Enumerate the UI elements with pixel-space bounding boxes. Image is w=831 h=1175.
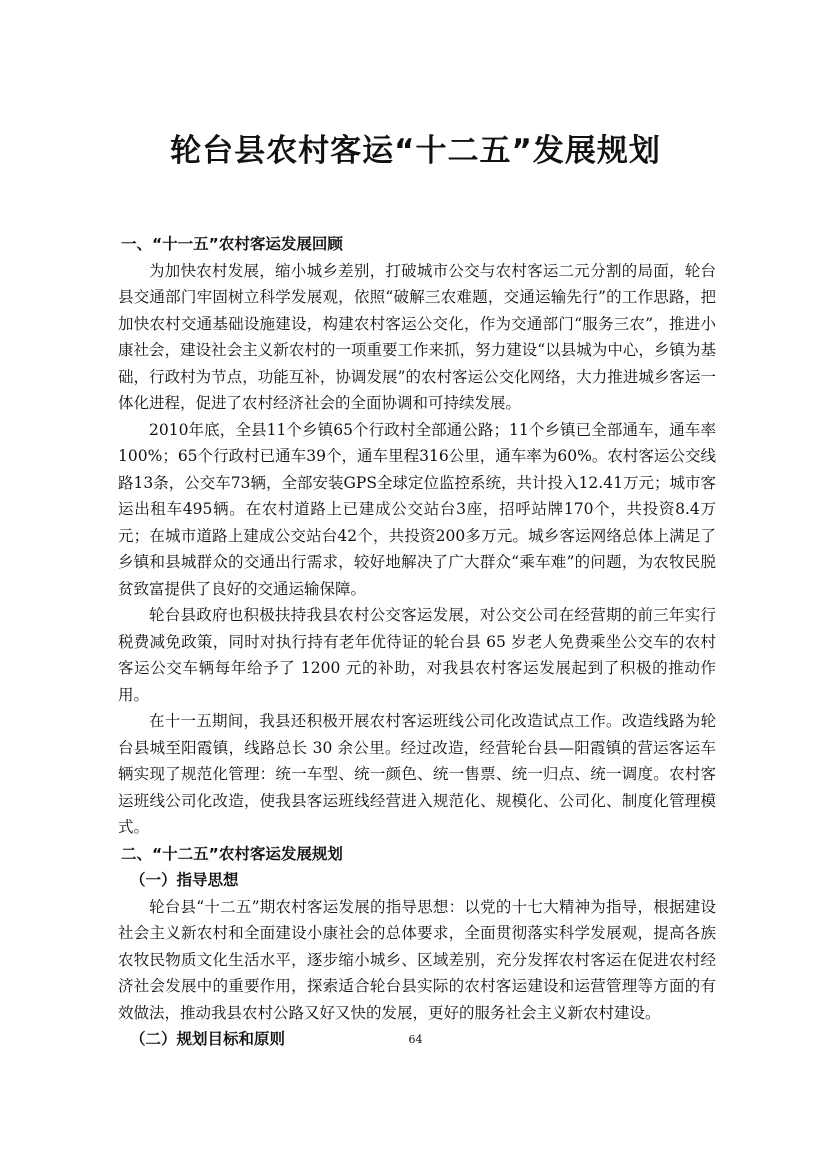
paragraph: 在十一五期间，我县还积极开展农村客运班线公司化改造试点工作。改造线路为轮台县城至阳霞镇，线路总长 30 余公里。经过改造，经营轮台县—阳霞镇的营运客运车辆实现了规范化管理：统一车型、统一颜色、统一售票、统一归点、统一调度。农村客运班线公司化改造，使我县客运班线经营进入规范化、规模化、公司化、制度化管理模式。 [118, 712, 716, 836]
subsection-heading-guiding-ideology: （一）指导思想 [130, 871, 239, 889]
paragraph: 为加快农村发展，缩小城乡差别，打破城市公交与农村客运二元分割的局面，轮台县交通部门牢固树立科学发展观，依照“破解三农难题，交通运输先行”的工作思路，把加快农村交通基础设施建设，构建农村客运公交化，作为交通部门“服务三农”，推进小康社会，建设社会主义新农村的一项重要工作来抓，努力建设“以县城为中心，乡镇为基础，行政村为节点，功能互补，协调发展”的农村客运公交化网络，大力推进城乡客运一体化进程，促进了农村经济社会的全面协调和可持续发展。 [118, 261, 716, 412]
subsection-heading-goals: （二）规划目标和原则 [130, 1030, 286, 1048]
paragraph: 轮台县政府也积极扶持我县农村公交客运发展，对公交公司在经营期的前三年实行税费减免政策，同时对执行持有老年优待证的轮台县 65 岁老人免费乘坐公交车的农村客运公交车辆每年给予了 1200 元的补助，对我县农村客运发展起到了积极的推动作用。 [118, 606, 716, 704]
section-heading-review: 一、“十一五”农村客运发展回顾 [121, 235, 343, 253]
section-heading-plan: 二、“十二五”农村客运发展规划 [121, 844, 343, 863]
paragraph: 轮台县“十二五”期农村客运发展的指导思想：以党的十七大精神为指导，根据建设社会主义新农村和全面建设小康社会的总体要求，全面贯彻落实科学发展观，提高各族农牧民物质文化生活水平，逐步缩小城乡、区域差别，充分发挥农村客运在促进农村经济社会发展中的重要作用，探索适合轮台县实际的农村客运建设和运营管理等方面的有效做法，推动我县农村公路又好又快的发展，更好的服务社会主义新农村建设。 [118, 897, 716, 1022]
document-body [118, 231, 716, 1053]
paragraph: 2010年底，全县11个乡镇65个行政村全部通公路；11个乡镇已全部通车，通车率100%；65个行政村已通车39个，通车里程316公里，通车率为60%。农村客运公交线路13条，公交车73辆，全部安装GPS全球定位监控系统，共计投入12.41万元；城市客运出租车495辆。在农村道路上已建成公交站台3座，招呼站牌170个，共投资8.4万元；在城市道路上建成公交站台42个，共投资200多万元。城乡客运网络总体上满足了乡镇和县城群众的交通出行需求，较好地解决了广大群众“乘车难”的问题，为农牧民脱贫致富提供了良好的交通运输保障。 [118, 420, 716, 598]
document-title: 轮台县农村客运“十二五”发展规划 [170, 133, 661, 169]
page-number: 64 [408, 1033, 423, 1046]
